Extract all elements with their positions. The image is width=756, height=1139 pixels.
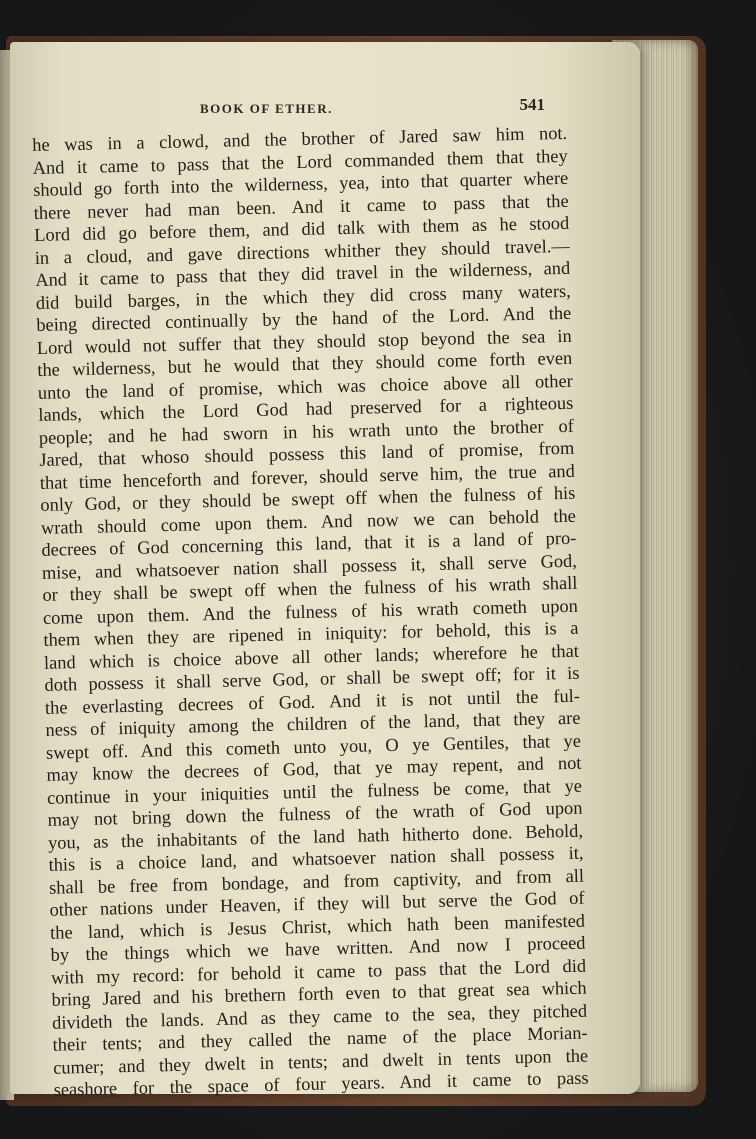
text-line: them when they are ripened in iniquity: for behold, this is a xyxy=(43,617,579,650)
text-line: he was in a clowd, and the brother of Jared saw him not. xyxy=(32,122,568,155)
text-line: land which is choice above all other lands; wherefore he that xyxy=(43,640,580,673)
text-line: divideth the lands. And as they came to the sea, they pitched xyxy=(51,1000,588,1033)
text-line: you, as the inhabitants of the land hath hitherto done. Behold, xyxy=(47,820,584,853)
text-line: doth possess it shall serve God, or shall be swept off; for it is xyxy=(44,662,580,695)
running-title: BOOK OF ETHER. xyxy=(200,101,333,116)
text-line: continue in your iniquities until the fulness be come, that ye xyxy=(46,775,583,808)
text-line: And it came to pass that the Lord commanded them that they xyxy=(32,145,568,178)
text-line: swept off. And this cometh unto you, O ye Gentiles, that ye xyxy=(45,730,582,763)
text-line: And it came to pass that they did travel in the wilderness, and xyxy=(35,257,571,290)
text-line: by the things which we have written. And now I proceed xyxy=(50,932,586,965)
text-line: in a cloud, and gave directions whither they should travel.— xyxy=(34,235,570,268)
text-line: the everlasting decrees of God. And it is not until the ful- xyxy=(44,685,581,718)
text-line: may know the decrees of God, that ye may repent, and not xyxy=(46,752,582,785)
text-line: the land, which is Jesus Christ, which hath been manifested xyxy=(49,910,586,943)
text-line: lands, which the Lord God had preserved for a righteous xyxy=(38,392,574,425)
text-line: with my record: for behold it came to pass that the Lord did xyxy=(50,955,587,988)
text-line: bring Jared and his brethern forth even to that great sea which xyxy=(51,977,587,1010)
text-line: Lord did go before them, and did talk with them as he stood xyxy=(34,212,570,245)
text-line: that time henceforth and forever, should serve him, the true and xyxy=(39,460,575,493)
text-line: ness of iniquity among the children of the land, that they are xyxy=(45,707,581,740)
text-line: did build barges, in the which they did cross many waters, xyxy=(35,280,571,313)
text-line: their tents; and they called the name of the place Morian- xyxy=(52,1022,588,1055)
text-line: this is a choice land, and whatsoever nation shall possess it, xyxy=(48,842,584,875)
text-line: there never had man been. And it came to pass that the xyxy=(33,190,569,223)
body-text xyxy=(32,122,589,1101)
text-line: Jared, that whoso should possess this land of promise, from xyxy=(39,437,575,470)
page-number: 541 xyxy=(519,95,545,114)
text-line: decrees of God concerning this land, that it is a land of pro- xyxy=(41,527,577,560)
text-line: or they shall be swept off when the fulness of his wrath shall xyxy=(42,572,578,605)
text-line: people; and he had sworn in his wrath unto the brother of xyxy=(38,415,574,448)
text-line: unto the land of promise, which was choice above all other xyxy=(37,370,573,403)
text-line: only God, or they should be swept off when the fulness of his xyxy=(40,482,576,515)
text-line: the wilderness, but he would that they should come forth even xyxy=(37,347,573,380)
text-line: cumer; and they dwelt in tents; and dwelt in tents upon the xyxy=(52,1045,589,1078)
text-line: may not bring down the fulness of the wrath of God upon xyxy=(47,797,583,830)
text-line: Lord would not suffer that they should stop beyond the sea in xyxy=(36,325,572,358)
text-line: wrath should come upon them. And now we can behold the xyxy=(40,505,577,538)
text-line: being directed continually by the hand of the Lord. And the xyxy=(36,302,572,335)
text-line: other nations under Heaven, if they will but serve the God of xyxy=(49,887,585,920)
text-line: shall be free from bondage, and from captivity, and from all xyxy=(48,865,585,898)
text-line: come upon them. And the fulness of his wrath cometh upon xyxy=(42,595,579,628)
page-header xyxy=(200,95,545,119)
text-line: mise, and whatsoever nation shall possess it, shall serve God, xyxy=(41,550,578,583)
text-line: seashore for the space of four years. And it came to pass xyxy=(53,1067,589,1100)
text-line: should go forth into the wilderness, yea, into that quarter where xyxy=(33,167,569,200)
